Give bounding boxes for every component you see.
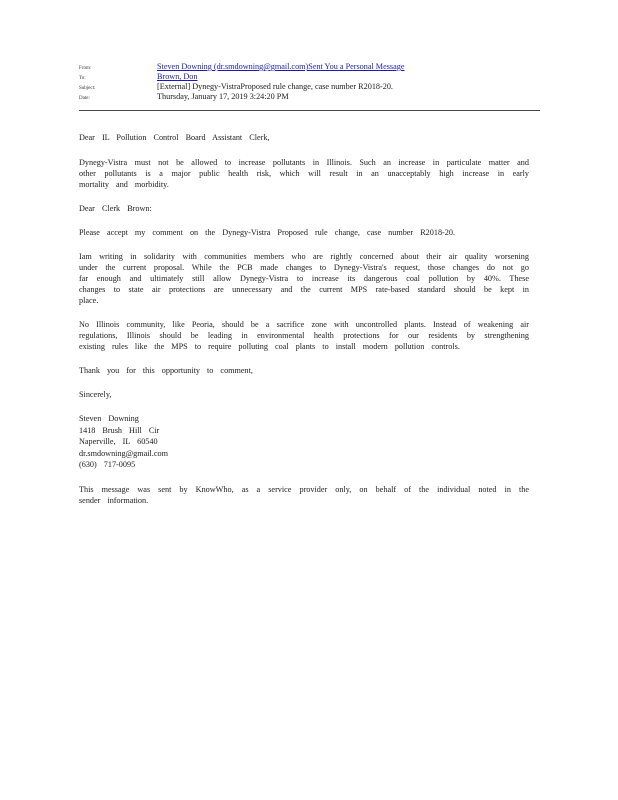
subject-label: Subject: bbox=[79, 86, 96, 91]
from-label: From: bbox=[79, 66, 92, 71]
salutation-2: Dear Clerk Brown: bbox=[79, 204, 152, 213]
paragraph-4: No Illinois community, like Peoria, should be a sacrifice zone with uncontrolled plants. Instead of weakening air regulations, Illinois should be leading in environmental health protections for our residents by strengthening existing rules like the MPS to require polluting coal plants to install modern pollution controls. bbox=[79, 320, 529, 351]
signature-email: dr.smdowning@gmail.com bbox=[79, 448, 168, 458]
date-row bbox=[79, 92, 539, 102]
from-link[interactable]: Steven Downing (dr.smdowning@gmail.com)Sent You a Personal Message bbox=[157, 62, 405, 71]
to-label: To: bbox=[79, 76, 86, 81]
signature-city: Naperville, IL 60540 bbox=[79, 437, 158, 446]
from-row bbox=[79, 62, 539, 72]
signature-street: 1418 Brush Hill Cir bbox=[79, 425, 160, 435]
closing: Sincerely, bbox=[79, 390, 112, 399]
signature-phone: (630) 717-0095 bbox=[79, 460, 136, 469]
paragraph-1: Dynegy-Vistra must not be allowed to increase pollutants in Illinois. Such an increase in particulate matter and other pollutants is a major public health risk, which will result in an unacceptably high increase in early mortality and morbidity. bbox=[79, 158, 529, 189]
email-header bbox=[79, 62, 539, 102]
header-divider bbox=[79, 110, 540, 111]
paragraph-3: Iam writing in solidarity with communities members who are rightly concerned about their air quality worsening under the current proposal. While the PCB made changes to Dynegy-Vistra's request, those changes do not go far enough and ultimately still allow Dynegy-Vistra to increase its dangerous coal pollution by 40%. These changes to state air protections are unnecessary and the current MPS rate-based standard should be kept in place. bbox=[79, 252, 529, 305]
subject-row bbox=[79, 82, 539, 92]
signature-block bbox=[79, 413, 529, 471]
email-body bbox=[79, 132, 529, 519]
footer-note: This message was sent by KnowWho, as a service provider only, on behalf of the individual noted in the sender information. bbox=[79, 484, 529, 505]
paragraph-2: Please accept my comment on the Dynegy-Vistra Proposed rule change, case number R2018-20. bbox=[79, 228, 455, 237]
signature-name: Steven Downing bbox=[79, 414, 139, 423]
to-row bbox=[79, 72, 539, 82]
date-value: Thursday, January 17, 2019 3:24:20 PM bbox=[157, 92, 289, 101]
subject-value: [External] Dynegy-VistraProposed rule change, case number R2018-20. bbox=[157, 82, 393, 91]
paragraph-5: Thank you for this opportunity to comment, bbox=[79, 366, 253, 375]
salutation: Dear IL Pollution Control Board Assistant Clerk, bbox=[79, 133, 270, 142]
to-link[interactable]: Brown, Don bbox=[157, 72, 198, 81]
date-label: Date: bbox=[79, 96, 90, 101]
